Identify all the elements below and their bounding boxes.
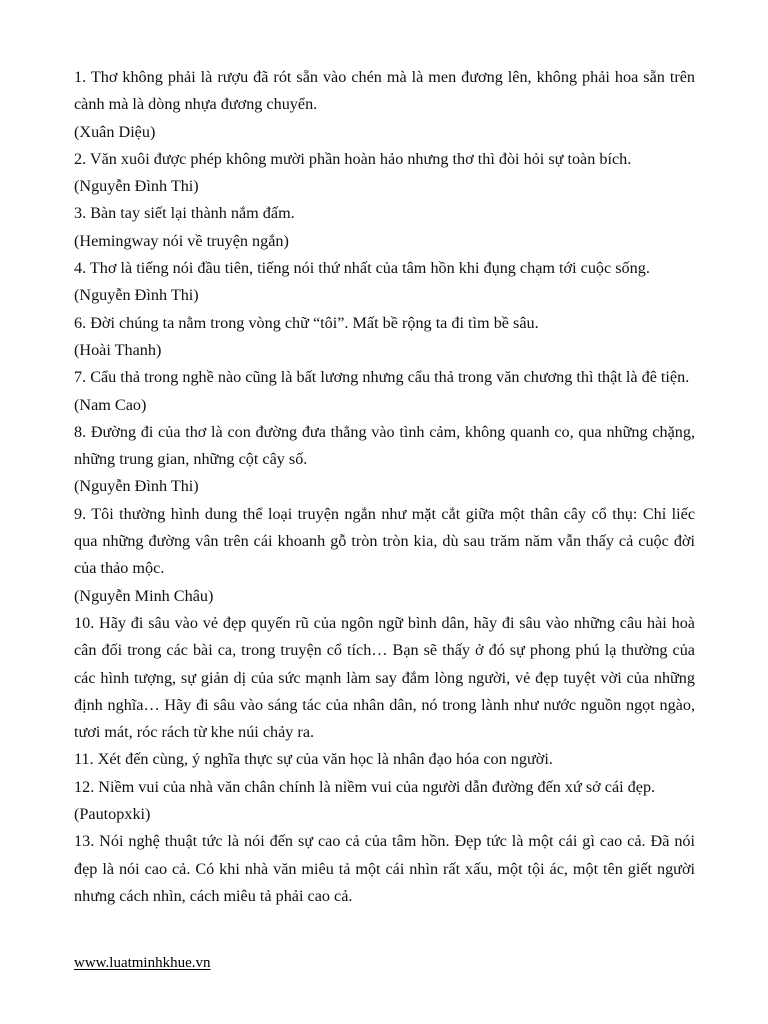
quote-9: 9. Tôi thường hình dung thể loại truyện ngắn như mặt cắt giữa một thân cây cổ thụ: Chỉ liếc qua những đường vân trên cái khoanh gỗ tròn tròn kia, dù sau trăm năm vẫn thấy cả cuộc đời của thảo mộc. <box>74 504 695 578</box>
quote-8: 8. Đường đi của thơ là con đường đưa thẳng vào tình cảm, không quanh co, qua những chặng, những trung gian, những cột cây số. <box>74 422 695 469</box>
quote-author: (Nguyễn Đình Thi) <box>74 477 199 496</box>
quote-12: 12. Niềm vui của nhà văn chân chính là niềm vui của người dẫn đường đến xứ sở cái đẹp. <box>74 777 656 796</box>
quote-author: (Nguyễn Đình Thi) <box>74 286 199 305</box>
quote-author: (Pautopxki) <box>74 805 151 824</box>
quote-10: 10. Hãy đi sâu vào vẻ đẹp quyến rũ của ngôn ngữ bình dân, hãy đi sâu vào những câu hài hoà cân đối trong các bài ca, trong truyện cổ tích… Bạn sẽ thấy ở đó sự phong phú lạ thường của các hình tượng, sự giản dị của sức mạnh làm say đắm lòng người, vẻ đẹp tuyệt vời của những định nghĩa… Hãy đi sâu vào sáng tác của nhân dân, nó trong lành như nước nguồn ngọt ngào, tươi mát, róc rách từ khe núi chảy ra. <box>74 613 695 742</box>
footer-website-link[interactable]: www.luatminhkhue.vn <box>74 955 211 971</box>
quote-author: (Xuân Diệu) <box>74 122 156 141</box>
quote-4: 4. Thơ là tiếng nói đầu tiên, tiếng nói thứ nhất của tâm hồn khi đụng chạm tới cuộc sống. <box>74 259 650 278</box>
quote-13: 13. Nói nghệ thuật tức là nói đến sự cao cả của tâm hồn. Đẹp tức là một cái gì cao cả. Đã nói đẹp là nói cao cả. Có khi nhà văn miêu tả một cái nhìn rất xấu, một tội ác, một tên giết người nhưng cách nhìn, cách miêu tả phải cao cả. <box>74 832 695 905</box>
quote-2: 2. Văn xuôi được phép không mười phần hoàn hảo nhưng thơ thì đòi hỏi sự toàn bích. <box>74 149 632 168</box>
quote-3: 3. Bàn tay siết lại thành nắm đấm. <box>74 204 295 223</box>
quote-author: (Nguyễn Minh Châu) <box>74 586 214 605</box>
quote-1: 1. Thơ không phải là rượu đã rót sẵn vào chén mà là men đương lên, không phải hoa sẵn trên cành mà là dòng nhựa đương chuyển. <box>74 68 695 114</box>
quote-author: (Nam Cao) <box>74 395 147 414</box>
quote-author: (Nguyễn Đình Thi) <box>74 177 199 196</box>
quote-7: 7. Cẩu thả trong nghề nào cũng là bất lương nhưng cẩu thả trong văn chương thì thật là đê tiện. <box>74 368 690 387</box>
quote-author: (Hemingway nói về truyện ngắn) <box>74 231 289 250</box>
quote-author: (Hoài Thanh) <box>74 340 162 359</box>
document-body <box>74 64 695 910</box>
quote-6: 6. Đời chúng ta nằm trong vòng chữ “tôi”. Mất bề rộng ta đi tìm bề sâu. <box>74 313 539 332</box>
quote-11: 11. Xét đến cùng, ý nghĩa thực sự của văn học là nhân đạo hóa con người. <box>74 750 553 769</box>
